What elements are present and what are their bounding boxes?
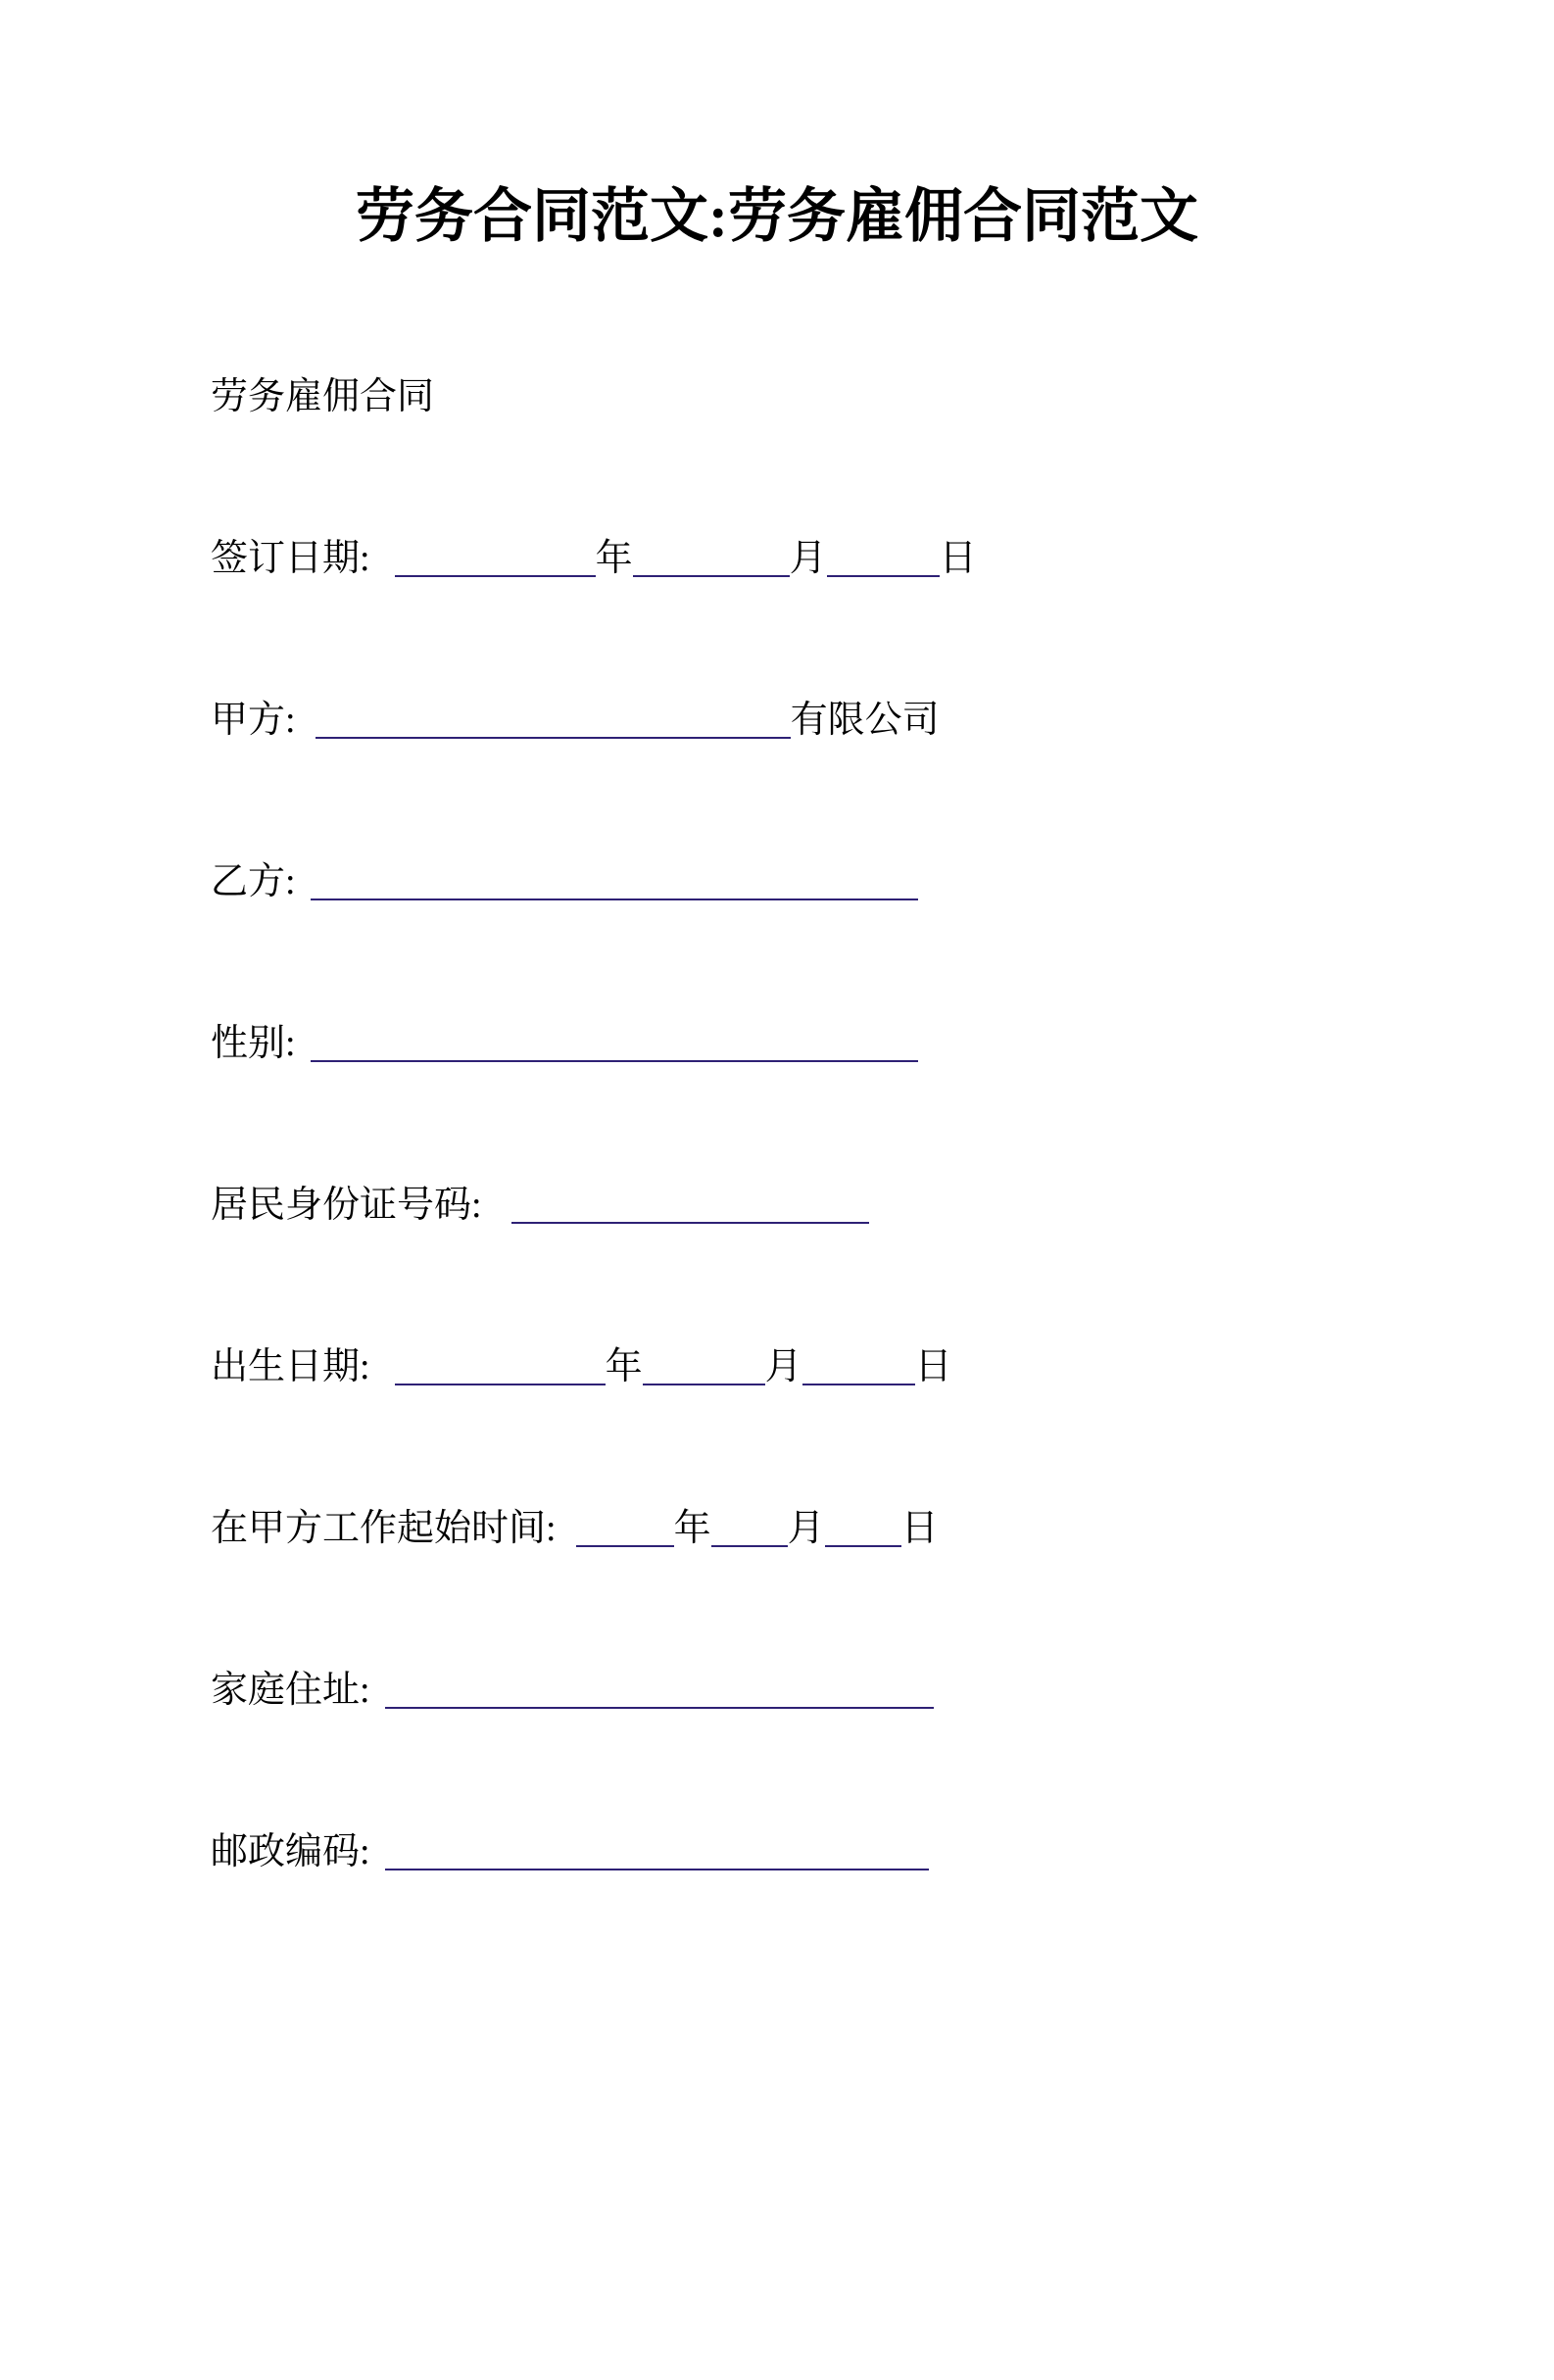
line-text: 居民身份证号码: bbox=[211, 1185, 482, 1226]
page-title: 劳务合同范文:劳务雇佣合同范文 bbox=[356, 184, 1198, 249]
line-id-number bbox=[211, 1187, 1554, 1224]
line-contract-subtitle bbox=[211, 378, 1554, 415]
fill-in-blank bbox=[827, 548, 940, 577]
line-birth-date bbox=[211, 1348, 1554, 1385]
line-text: 年 bbox=[605, 1346, 643, 1387]
line-text: 出生日期: bbox=[211, 1346, 370, 1387]
line-text: 签订日期: bbox=[211, 538, 370, 579]
line-text: 日 bbox=[939, 538, 977, 579]
line-text: 劳务雇佣合同 bbox=[211, 376, 435, 417]
line-text: 邮政编码: bbox=[211, 1831, 370, 1872]
fill-in-blank bbox=[825, 1518, 901, 1547]
fill-in-blank bbox=[711, 1518, 788, 1547]
fill-in-blank bbox=[395, 1356, 606, 1385]
line-text: 乙方: bbox=[211, 861, 296, 902]
contract-body bbox=[211, 378, 1554, 1870]
fill-in-blank bbox=[385, 1841, 929, 1870]
line-text: 月 bbox=[787, 1508, 825, 1549]
line-text: 月 bbox=[789, 538, 827, 579]
line-signing-date bbox=[211, 540, 1554, 577]
line-text: 甲方: bbox=[211, 700, 296, 741]
line-party-b bbox=[211, 863, 1554, 900]
line-party-a bbox=[211, 702, 1554, 739]
line-text: 有限公司 bbox=[790, 700, 940, 741]
fill-in-blank bbox=[311, 1033, 918, 1062]
line-gender bbox=[211, 1025, 1554, 1062]
line-home-address bbox=[211, 1672, 1554, 1709]
fill-in-blank bbox=[395, 548, 596, 577]
fill-in-blank bbox=[802, 1356, 915, 1385]
contract-document-page bbox=[0, 181, 1554, 2380]
fill-in-blank bbox=[311, 871, 918, 900]
line-text: 年 bbox=[673, 1508, 711, 1549]
fill-in-blank bbox=[633, 548, 790, 577]
line-text: 月 bbox=[764, 1346, 802, 1387]
line-text: 日 bbox=[900, 1508, 939, 1549]
fill-in-blank bbox=[385, 1679, 934, 1709]
line-text: 家庭住址: bbox=[211, 1670, 370, 1711]
fill-in-blank bbox=[511, 1194, 869, 1224]
line-postal-code bbox=[211, 1833, 1554, 1870]
line-text: 在甲方工作起始时间: bbox=[211, 1508, 557, 1549]
fill-in-blank bbox=[316, 709, 791, 739]
line-text: 日 bbox=[914, 1346, 952, 1387]
line-work-start-date bbox=[211, 1510, 1554, 1547]
fill-in-blank bbox=[643, 1356, 765, 1385]
line-text: 年 bbox=[595, 538, 633, 579]
line-text: 性别: bbox=[211, 1023, 296, 1064]
fill-in-blank bbox=[576, 1518, 674, 1547]
